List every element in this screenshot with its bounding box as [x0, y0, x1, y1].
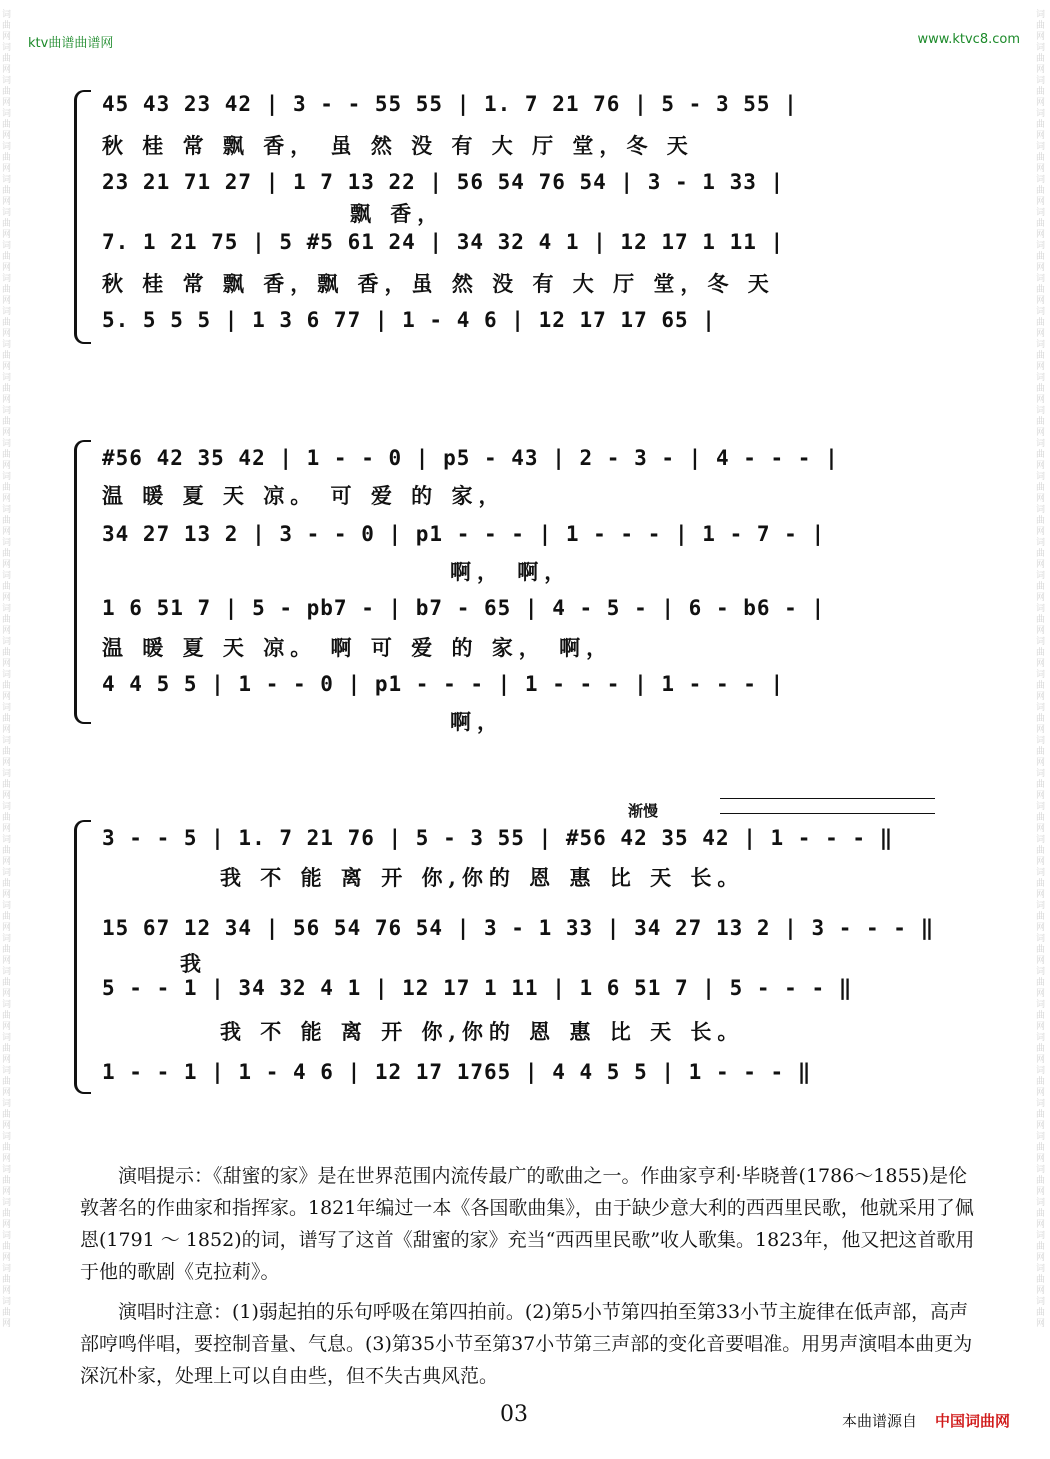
- voice-2-lyrics: 啊， 啊，: [450, 559, 572, 584]
- voice-1-lyrics: 我 不 能 离 开 你,你的 恩 惠 比 天 长。: [220, 865, 745, 890]
- voice-1-lyrics: 温 暖 夏 天 凉。 可 爱 的 家，: [102, 483, 506, 508]
- performance-note-paragraph: 演唱提示：《甜蜜的家》是在世界范围内流传最广的歌曲之一。作曲家亨利·毕晓普(1786～1855)是伦敦著名的作曲家和指挥家。1821年编过一本《各国歌曲集》，由于缺少意大利的西西里民歌，他就采用了佩恩(1791 ～ 1852)的词，谱写了这首《甜蜜的家》充当“西西里民歌”收人歌集。1823年，他又把这首歌用于他的歌剧《克拉莉》。: [80, 1165, 975, 1283]
- voice-3-notes: 7. 1 21 75 | 5 #5 61 24 | 34 32 4 1 | 12 17 1 11 |: [102, 230, 785, 254]
- source-credit: [842, 1410, 1010, 1431]
- system-brace: [74, 820, 91, 1094]
- tempo-marking: 渐慢: [628, 802, 659, 820]
- voice-4-lyrics: 啊，: [450, 709, 504, 734]
- right-watermark: 词曲网词曲网词曲网词曲网词曲网词曲网词曲网词曲网词曲网词曲网词曲网词曲网词曲网词曲网词曲网词曲网词曲网词曲网词曲网词曲网词曲网词曲网词曲网词曲网词曲网词曲网词曲网词曲网词曲网词曲网词曲网词曲网词曲网词曲网词曲网词曲网词曲网词曲网词曲网词曲网: [1036, 10, 1046, 1329]
- voice-3-lyrics: 我 不 能 离 开 你,你的 恩 惠 比 天 长。: [220, 1019, 745, 1044]
- voice-4-notes: 5. 5 5 5 | 1 3 6 77 | 1 - 4 6 | 12 17 17 65 |: [102, 308, 716, 332]
- performance-notes: [80, 1160, 980, 1400]
- site-url-header[interactable]: www.ktvc8.com: [917, 32, 1020, 47]
- voice-3-notes: 5 - - 1 | 34 32 4 1 | 12 17 1 11 | 1 6 51 7 | 5 - - - ‖: [102, 976, 853, 1000]
- voice-1-notes: #56 42 35 42 | 1 - - 0 | p5 - 43 | 2 - 3 - | 4 - - - |: [102, 446, 839, 470]
- score-system-2: [80, 440, 980, 740]
- voice-2-notes: 23 21 71 27 | 1 7 13 22 | 56 54 76 54 | 3 - 1 33 |: [102, 170, 785, 194]
- voice-1-notes: 45 43 23 42 | 3 - - 55 55 | 1. 7 21 76 | 5 - 3 55 |: [102, 92, 798, 116]
- performance-note-paragraph: 演唱时注意：(1)弱起拍的乐句呼吸在第四拍前。(2)第5小节第四拍至第33小节主旋律在低声部，高声部哼鸣伴唱，要控制音量、气息。(3)第35小节至第37小节第三声部的变化音要唱准。用男声演唱本曲更为深沉朴家，处理上可以自由些，但不失古典风范。: [80, 1301, 973, 1387]
- site-name-header[interactable]: ktv曲谱曲谱网: [28, 36, 114, 51]
- voice-2-notes: 15 67 12 34 | 56 54 76 54 | 3 - 1 33 | 34 27 13 2 | 3 - - - ‖: [102, 916, 935, 940]
- voice-2-lyrics: 我: [180, 951, 207, 976]
- system-brace: [74, 90, 91, 344]
- voice-3-notes: 1 6 51 7 | 5 - pb7 - | b7 - 65 | 4 - 5 - | 6 - b6 - |: [102, 596, 826, 620]
- voice-1-lyrics: 秋 桂 常 飘 香， 虽 然 没 有 大 厅 堂，冬 天: [102, 133, 694, 158]
- voice-4-notes: 4 4 5 5 | 1 - - 0 | p1 - - - | 1 - - - | 1 - - - |: [102, 672, 785, 696]
- voice-3-lyrics: 秋 桂 常 飘 香，飘 香，虽 然 没 有 大 厅 堂，冬 天: [102, 271, 775, 296]
- source-site-link[interactable]: 中国词曲网: [934, 1412, 1010, 1430]
- left-watermark: 词曲网词曲网词曲网词曲网词曲网词曲网词曲网词曲网词曲网词曲网词曲网词曲网词曲网词曲网词曲网词曲网词曲网词曲网词曲网词曲网词曲网词曲网词曲网词曲网词曲网词曲网词曲网词曲网词曲网词曲网词曲网词曲网词曲网词曲网词曲网词曲网词曲网词曲网词曲网词曲网: [2, 10, 12, 1329]
- score-system-3: [80, 802, 980, 1110]
- voice-3-lyrics: 温 暖 夏 天 凉。 啊 可 爱 的 家， 啊，: [102, 635, 614, 660]
- voice-2-notes: 34 27 13 2 | 3 - - 0 | p1 - - - | 1 - - - | 1 - 7 - |: [102, 522, 826, 546]
- voice-1-notes: 3 - - 5 | 1. 7 21 76 | 5 - 3 55 | #56 42 35 42 | 1 - - - ‖: [102, 826, 894, 850]
- page-number: 03: [500, 1402, 528, 1427]
- source-label: 本曲谱源自: [841, 1412, 917, 1430]
- system-brace: [74, 440, 91, 724]
- voice-4-notes: 1 - - 1 | 1 - 4 6 | 12 17 1765 | 4 4 5 5 | 1 - - - ‖: [102, 1060, 812, 1084]
- score-system-1: [80, 90, 980, 350]
- decrescendo-hairpin: [720, 798, 935, 814]
- voice-2-lyrics: 飘 香，: [350, 201, 445, 226]
